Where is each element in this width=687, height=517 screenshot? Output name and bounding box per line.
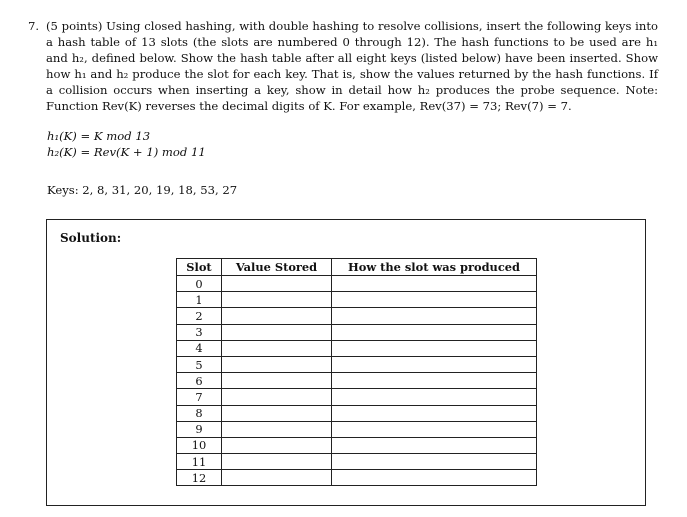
how-produced-cell[interactable]: [332, 389, 537, 405]
slot-number: 4: [177, 340, 222, 356]
table-row: [177, 421, 537, 437]
slot-number: 7: [177, 389, 222, 405]
problem-text: (5 points) Using closed hashing, with double hashing to resolve collisions, insert the following keys into a hash table of 13 slots (the slots are numbered 0 through 12). The hash functions to be used are h₁ and h₂, defined below. Show the hash table after all eight keys (listed below) have been inserted. Show how h₁ and h₂ produce the slot for each key. That is, show the values returned by the hash functions. If a collision occurs when inserting a key, show in detail how h₂ produces the probe sequence. Note: Function Rev(K) reverses the decimal digits of K. For example, Rev(37) = 73; Rev(7) = 7.: [46, 19, 658, 113]
table-row: [177, 356, 537, 372]
table-row: [177, 340, 537, 356]
how-produced-cell[interactable]: [332, 437, 537, 453]
how-produced-cell[interactable]: [332, 421, 537, 437]
how-produced-header: How the slot was produced: [332, 259, 537, 276]
solution-box: [46, 219, 646, 506]
table-row: [177, 276, 537, 292]
value-stored-cell[interactable]: [222, 373, 332, 389]
slot-number: 10: [177, 437, 222, 453]
how-produced-cell[interactable]: [332, 276, 537, 292]
value-stored-cell[interactable]: [222, 276, 332, 292]
value-stored-cell[interactable]: [222, 470, 332, 486]
value-stored-cell[interactable]: [222, 437, 332, 453]
table-row: [177, 308, 537, 324]
hash-function-definitions: [47, 128, 206, 160]
value-stored-cell[interactable]: [222, 389, 332, 405]
table-row: [177, 292, 537, 308]
table-row: [177, 470, 537, 486]
how-produced-cell[interactable]: [332, 454, 537, 470]
table-row: [177, 405, 537, 421]
table-row: [177, 389, 537, 405]
problem-statement: [28, 18, 658, 114]
value-stored-cell[interactable]: [222, 292, 332, 308]
value-stored-cell[interactable]: [222, 356, 332, 372]
keys-list: Keys: 2, 8, 31, 20, 19, 18, 53, 27: [47, 183, 238, 197]
slot-header: Slot: [177, 259, 222, 276]
hash-table-header-row: [177, 259, 537, 276]
how-produced-cell[interactable]: [332, 356, 537, 372]
value-stored-cell[interactable]: [222, 454, 332, 470]
slot-number: 11: [177, 454, 222, 470]
h1-formula: h₁(K) = K mod 13: [47, 129, 151, 143]
slot-number: 5: [177, 356, 222, 372]
how-produced-cell[interactable]: [332, 405, 537, 421]
how-produced-cell[interactable]: [332, 470, 537, 486]
value-stored-header: Value Stored: [222, 259, 332, 276]
value-stored-cell[interactable]: [222, 308, 332, 324]
value-stored-cell[interactable]: [222, 340, 332, 356]
slot-number: 6: [177, 373, 222, 389]
slot-number: 3: [177, 324, 222, 340]
problem-number: 7.: [28, 19, 40, 33]
slot-number: 2: [177, 308, 222, 324]
how-produced-cell[interactable]: [332, 340, 537, 356]
value-stored-cell[interactable]: [222, 405, 332, 421]
value-stored-cell[interactable]: [222, 324, 332, 340]
slot-number: 0: [177, 276, 222, 292]
how-produced-cell[interactable]: [332, 324, 537, 340]
value-stored-cell[interactable]: [222, 421, 332, 437]
slot-number: 8: [177, 405, 222, 421]
table-row: [177, 454, 537, 470]
table-row: [177, 324, 537, 340]
how-produced-cell[interactable]: [332, 308, 537, 324]
table-row: [177, 437, 537, 453]
table-row: [177, 373, 537, 389]
slot-number: 12: [177, 470, 222, 486]
how-produced-cell[interactable]: [332, 373, 537, 389]
solution-title: Solution:: [60, 231, 122, 245]
slot-number: 1: [177, 292, 222, 308]
hash-table: [176, 258, 537, 486]
slot-number: 9: [177, 421, 222, 437]
h2-formula: h₂(K) = Rev(K + 1) mod 11: [47, 145, 206, 159]
how-produced-cell[interactable]: [332, 292, 537, 308]
